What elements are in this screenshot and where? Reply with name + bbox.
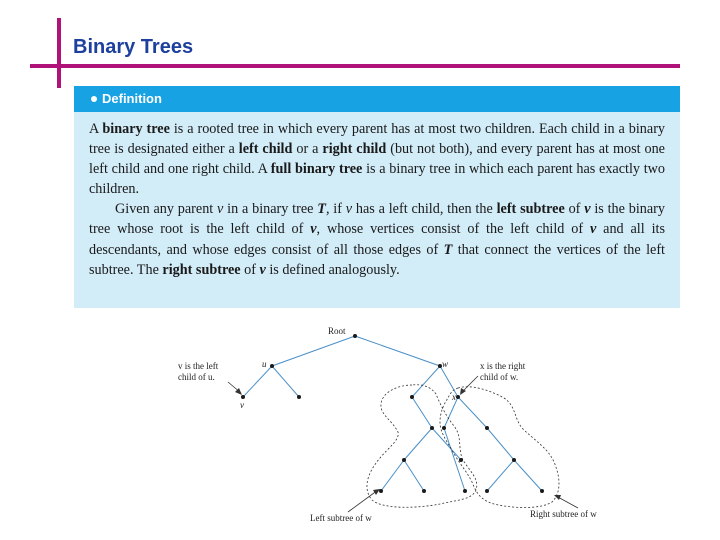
vertex-x-label: x [452,392,456,402]
vertex [485,426,489,430]
paragraph-1-run: full binary tree [270,161,363,178]
vertex [297,395,301,399]
vertex [540,489,544,493]
vertex [463,489,467,493]
vertex-x [456,395,460,399]
paragraph-2-run: left subtree [496,201,565,218]
paragraph-2-run: is defined analogously. [265,261,400,278]
definition-header-label: Definition [102,91,162,106]
vertex [379,489,383,493]
tree-vertices [241,334,544,493]
paragraph-2-run: v [589,221,597,238]
vertex-w-label: w [442,359,449,369]
paragraph-1-run: or a [292,141,323,158]
paragraph-2-run: that connect the vertices of the left subtree. The [89,241,665,278]
note-left-line2: child of u. [178,372,215,382]
arrow-left-subtree [348,490,378,512]
arrow-heads [235,388,561,500]
vertex [512,458,516,462]
note-right-line1: x is the right [480,361,526,371]
vertex-u [270,364,274,368]
vertex [402,458,406,462]
vertex [430,426,434,430]
vertex [422,489,426,493]
vertex-u-label: u [262,359,267,369]
vertex [410,395,414,399]
paragraph-2-run: Given any parent [115,201,218,218]
edge-root-w [355,336,440,366]
paragraph-1-run: left child [238,141,293,158]
edge [458,397,487,428]
edge [404,428,432,460]
vertex [442,426,446,430]
edge-u-right [272,366,299,397]
edge [514,460,542,491]
note-left-line1: v is the left [178,361,219,371]
paragraph-2-run: v [584,201,591,218]
caption-left-subtree: Left subtree of w [310,513,372,523]
vertex-v-label: v [240,400,244,410]
edge [381,460,404,491]
paragraph-1-run: is a binary tree in which each parent has exactly two children. [89,161,666,198]
edge-u-v [243,366,272,397]
paragraph-1-run: A [89,121,103,137]
root-label: Root [328,326,346,336]
paragraph-2-run: , whose vertices consist of the left child of [316,221,590,238]
paragraph-2-run: is the binary tree whose root is the left child of [89,201,665,238]
paragraph-1-run: (but not both), and every parent has at most one left child and one right child. A [89,141,665,178]
paragraph-1-run: binary tree [102,121,170,137]
paragraph-2-run: v [345,201,353,218]
paragraph-2-run: v [217,201,224,218]
vertex [485,489,489,493]
annotation-arrows [228,376,578,512]
paragraph-2-run: , if [325,201,346,218]
paragraph-2-run: T [443,241,453,258]
paragraph-2-run: in a binary tree [223,201,318,218]
arrowhead [554,495,561,500]
paragraph-1-run: is a rooted tree in which every parent has at most two children. Each child in a binary tree is designated either a [89,121,666,158]
paragraph-2-run: v [310,221,317,238]
edge [404,460,424,491]
edge [412,397,432,428]
edge-root-u [272,336,355,366]
vertex-root [353,334,357,338]
paragraph-2-run: T [317,201,326,218]
vertex-v [241,395,245,399]
paragraph-2-run: has a left child, then the [352,201,497,218]
note-right-line2: child of w. [480,372,519,382]
caption-right-subtree: Right subtree of w [530,509,597,519]
vertex [459,458,463,462]
edge [432,428,461,460]
paragraph-2-run: v [259,261,266,278]
paragraph-2-run: of [564,201,585,218]
edge [487,428,514,460]
left-subtree-outline [367,385,477,508]
arrowhead [373,489,380,495]
paragraph-2-run: of [240,261,260,278]
edge-w-left [412,366,440,397]
tree-edges [243,336,542,491]
paragraph-2-run: and all its descendants, and whose edges consist of all those edges of [89,221,665,258]
paragraph-1-run: right child [322,141,387,158]
edge [487,460,514,491]
paragraph-2-run: right subtree [162,261,241,278]
slide-title: Binary Trees [73,36,194,58]
